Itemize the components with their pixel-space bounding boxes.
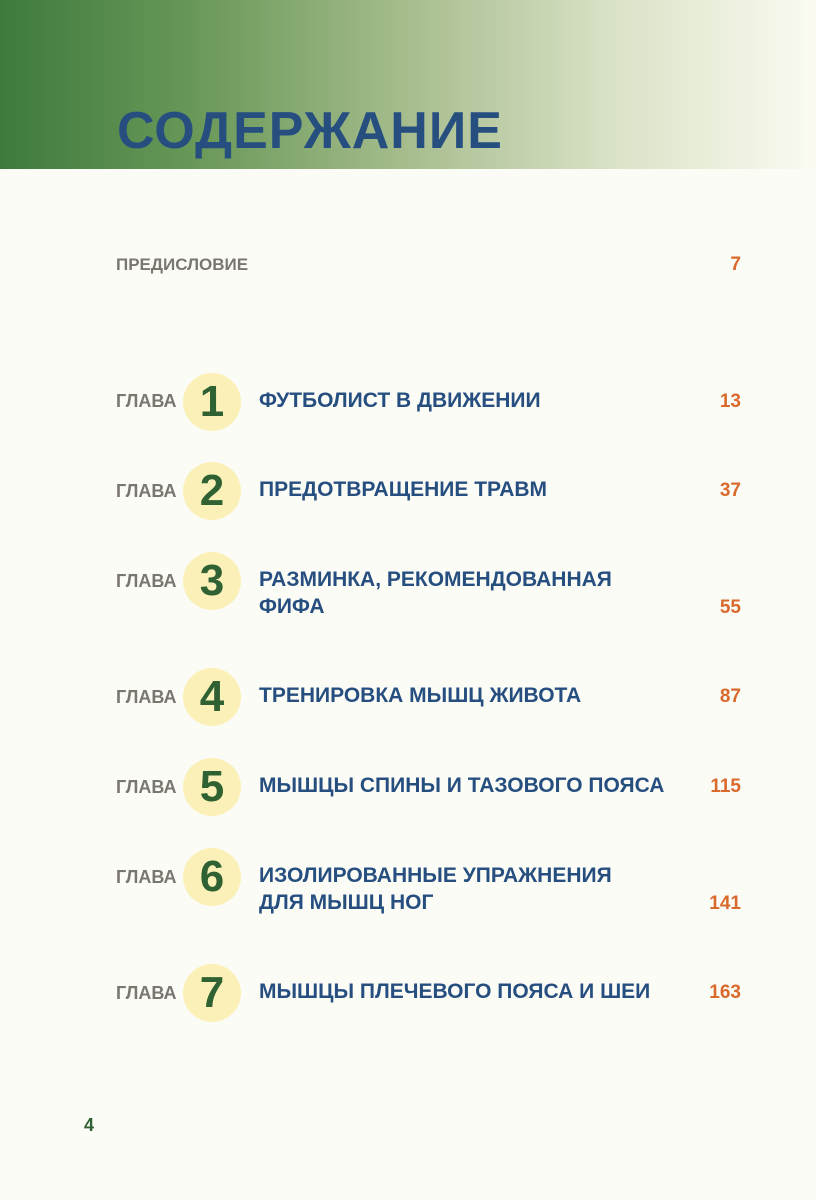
- chapter-title[interactable]: [259, 476, 699, 503]
- chapter-page-number[interactable]: 141: [709, 893, 741, 914]
- page-title: СОДЕРЖАНИЕ: [117, 102, 503, 160]
- chapter-title[interactable]: [259, 978, 699, 1005]
- chapter-number-badge: 1: [183, 373, 241, 431]
- chapter-page-number[interactable]: 163: [709, 982, 741, 1003]
- chapter-title[interactable]: [259, 682, 699, 709]
- chapter-label: ГЛАВА: [116, 571, 177, 591]
- chapter-title[interactable]: [259, 862, 699, 916]
- chapter-label: ГЛАВА: [116, 983, 177, 1003]
- chapter-page-number[interactable]: 87: [719, 686, 741, 707]
- chapter-title[interactable]: [259, 772, 699, 799]
- chapter-number-badge: 6: [183, 848, 241, 906]
- preface-label[interactable]: ПРЕДИСЛОВИЕ: [116, 255, 249, 274]
- chapter-title-line: ФИФА: [259, 595, 325, 618]
- chapter-number-badge: 2: [183, 462, 241, 520]
- chapter-title[interactable]: [259, 387, 699, 414]
- chapter-title-line: ПРЕДОТВРАЩЕНИЕ ТРАВМ: [259, 478, 548, 501]
- preface-page-number[interactable]: 7: [730, 254, 741, 275]
- chapter-title-line: РАЗМИНКА, РЕКОМЕНДОВАННАЯ: [259, 568, 612, 591]
- chapter-title-line: ФУТБОЛИСТ В ДВИЖЕНИИ: [259, 389, 541, 412]
- chapter-label: ГЛАВА: [116, 481, 177, 501]
- chapter-page-number[interactable]: 37: [719, 480, 741, 501]
- chapter-number-badge: 3: [183, 552, 241, 610]
- chapter-page-number[interactable]: 115: [710, 776, 741, 797]
- chapter-label: ГЛАВА: [116, 687, 177, 707]
- chapter-label: ГЛАВА: [116, 391, 177, 411]
- chapter-title-line: ИЗОЛИРОВАННЫЕ УПРАЖНЕНИЯ: [259, 864, 612, 887]
- chapter-title-line: ТРЕНИРОВКА МЫШЦ ЖИВОТА: [259, 684, 582, 707]
- folio-page-number: 4: [84, 1115, 95, 1135]
- chapter-title-line: МЫШЦЫ СПИНЫ И ТАЗОВОГО ПОЯСА: [259, 774, 665, 797]
- chapter-page-number[interactable]: 55: [719, 597, 741, 618]
- chapter-title-line: МЫШЦЫ ПЛЕЧЕВОГО ПОЯСА И ШЕИ: [259, 980, 651, 1003]
- chapter-label: ГЛАВА: [116, 867, 177, 887]
- chapter-number-badge: 4: [183, 668, 241, 726]
- chapter-number-badge: 5: [183, 758, 241, 816]
- chapter-page-number[interactable]: 13: [719, 391, 741, 412]
- chapter-title[interactable]: [259, 566, 699, 620]
- chapter-number-badge: 7: [183, 964, 241, 1022]
- chapter-label: ГЛАВА: [116, 777, 177, 797]
- chapter-title-line: ДЛЯ МЫШЦ НОГ: [259, 891, 434, 914]
